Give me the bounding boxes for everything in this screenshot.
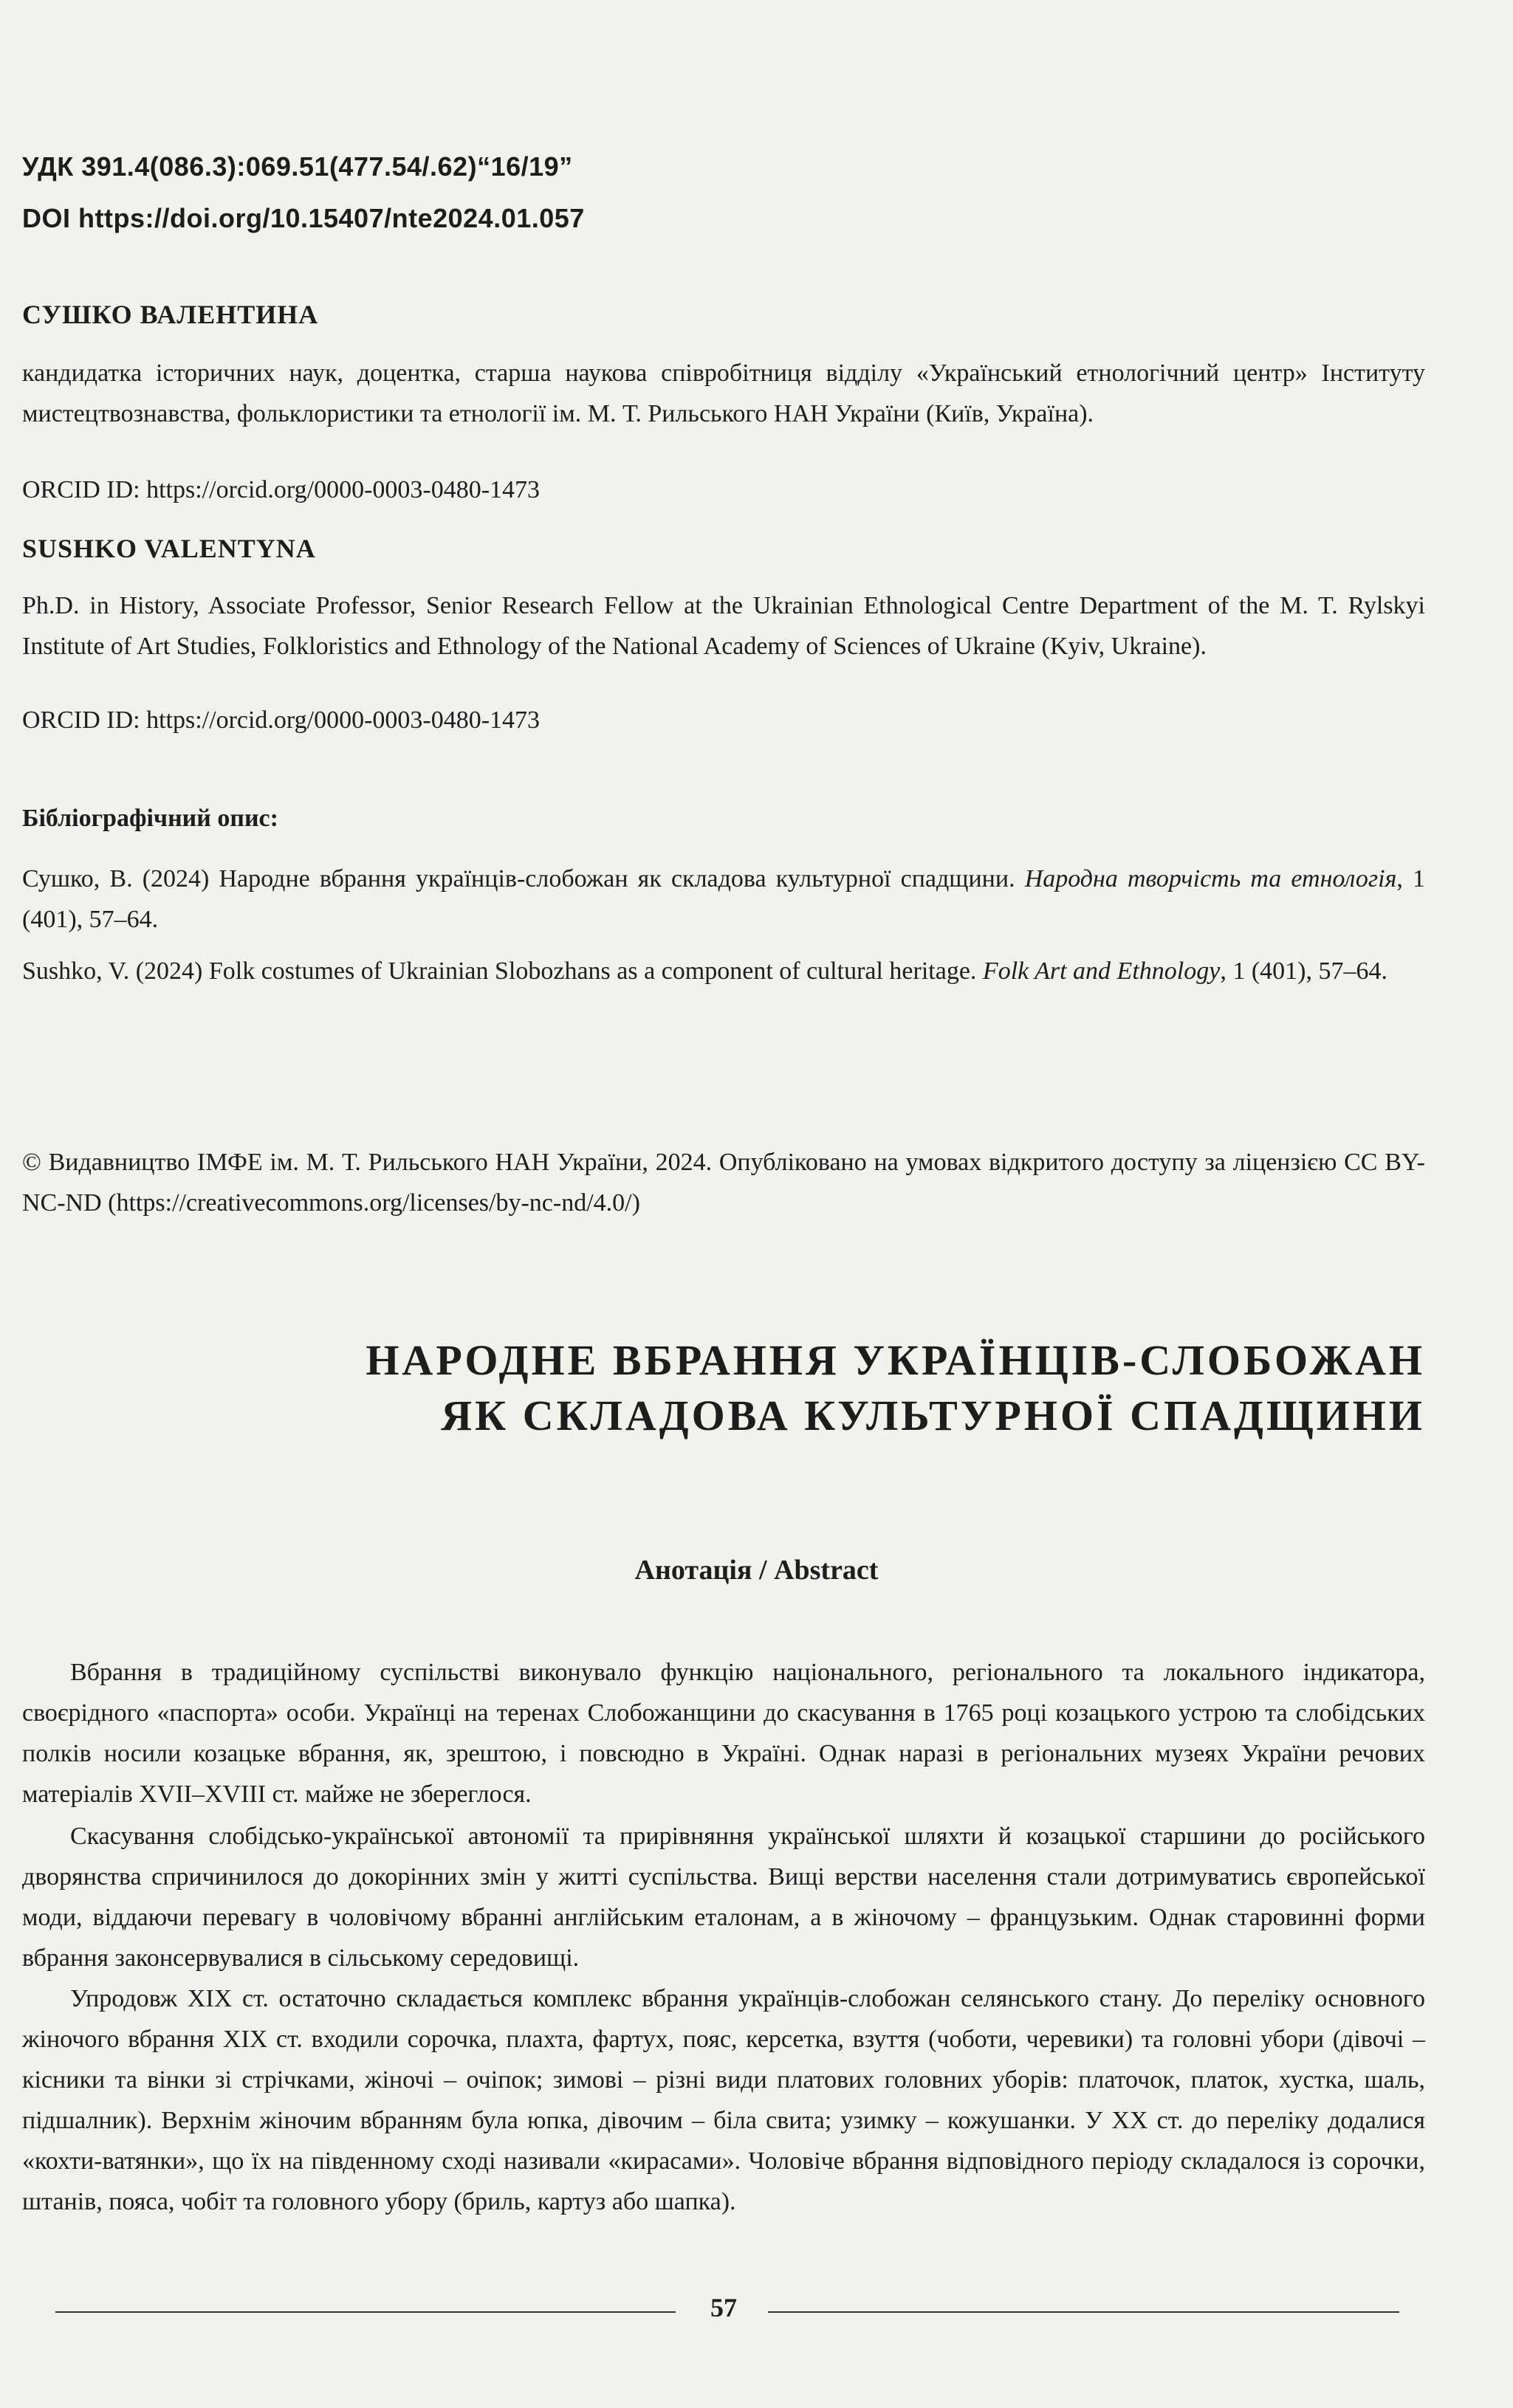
bibliography-en-prefix: Sushko, V. (2024) Folk costumes of Ukrainian Slobozhans as a component of cultural heritage. <box>22 957 983 985</box>
udk-code: УДК 391.4(086.3):069.51(477.54/.62)“16/19” <box>22 151 573 182</box>
article-title-line-2: ЯК СКЛАДОВА КУЛЬТУРНОЇ СПАДЩИНИ <box>441 1392 1425 1439</box>
abstract-heading: Анотація / Abstract <box>634 1555 879 1586</box>
copyright-notice: © Видавництво ІМФЕ ім. М. Т. Рильського НАН України, 2024. Опубліковано на умовах відкритого доступу за ліцензією CC BY-NC-ND (https://creativecommons.org/licenses/by-nc-nd/4.0/) <box>22 1149 1425 1217</box>
author-affiliation-uk: кандидатка історичних наук, доцентка, старша наукова співробітниця відділу «Український етнологічний центр» Інституту мистецтвознавства, фольклористики та етнології ім. М. Т. Рильського НАН України (Київ, Україна). <box>22 360 1425 427</box>
bibliography-heading: Бібліографічний опис: <box>22 805 278 832</box>
abstract-paragraph-1: Вбрання в традиційному суспільстві виконувало функцію національного, регіонального та локального індикатора, своєрідного «паспорта» особи. Українці на теренах Слобожанщини до скасування в 1765 році козацького устрою та слобідських полків носили козацьке вбрання, як, зрештою, і повсюдно в Україні. Однак наразі в регіональних музеях України речових матеріалів XVII–XVIII ст. майже не збереглося. <box>22 1659 1425 1808</box>
footer-rule-right <box>768 2311 1399 2313</box>
abstract-paragraph-3: Упродовж XIX ст. остаточно складається комплекс вбрання українців-слобожан селянського стану. До переліку основного жіночого вбрання XIX ст. входили сорочка, плахта, фартух, пояс, керсетка, взуття (чоботи, черевики) та головні убори (дівочі – кісники та вінки зі стрічками, жіночі – очіпок; зимові – різні види платових головних уборів: платочок, платок, хустка, шаль, підшалник). Верхнім жіночим вбранням була юпка, дівочим – біла свита; узимку – кожушанки. У XX ст. до переліку додалися «кохти-ватянки», що їх на південному сході називали «кирасами». Чоловіче вбрання відповідного періоду складалося із сорочки, штанів, пояса, чобіт та головного убору (бриль, картуз або шапка). <box>22 1985 1425 2215</box>
bibliography-uk-journal: Народна творчість та етнологія <box>1024 865 1397 892</box>
footer-rule-left <box>55 2311 676 2313</box>
author-name-en: SUSHKO VALENTYNA <box>22 534 316 563</box>
page-number: 57 <box>710 2293 737 2322</box>
bibliography-uk-suffix: , 1 (401), 57–64. <box>22 865 1426 933</box>
author-name-uk: СУШКО ВАЛЕНТИНА <box>22 300 319 329</box>
abstract-paragraph-2: Скасування слобідсько-української автономії та прирівняння української шляхти й козацької старшини до російського дворянства спричинилося до докорінних змін у житті суспільства. Вищі верстви населення стали дотримуватись європейської моди, віддаючи перевагу в чоловічому вбранні англійським еталонам, а в жіночому – французьким. Однак старовинні форми вбрання законсервувалися в сільському середовищі. <box>22 1823 1425 1972</box>
bibliography-uk <box>22 859 1425 940</box>
article-title-line-1: НАРОДНЕ ВБРАННЯ УКРАЇНЦІВ-СЛОБОЖАН <box>366 1336 1425 1384</box>
doi-link[interactable]: DOI https://doi.org/10.15407/nte2024.01.057 <box>22 203 585 233</box>
bibliography-en-suffix: , 1 (401), 57–64. <box>1220 957 1387 985</box>
author-orcid-en[interactable]: ORCID ID: https://orcid.org/0000-0003-0480-1473 <box>22 706 541 734</box>
bibliography-en-journal: Folk Art and Ethnology <box>982 957 1221 985</box>
bibliography-en <box>22 951 1425 991</box>
author-affiliation-en: Ph.D. in History, Associate Professor, Senior Research Fellow at the Ukrainian Ethnological Centre Department of the M. T. Rylskyi Institute of Art Studies, Folkloristics and Ethnology of the National Academy of Sciences of Ukraine (Kyiv, Ukraine). <box>22 592 1425 660</box>
bibliography-uk-prefix: Сушко, В. (2024) Народне вбрання українців-слобожан як складова культурної спадщини. <box>22 865 1025 892</box>
author-orcid-uk[interactable]: ORCID ID: https://orcid.org/0000-0003-0480-1473 <box>22 476 541 503</box>
